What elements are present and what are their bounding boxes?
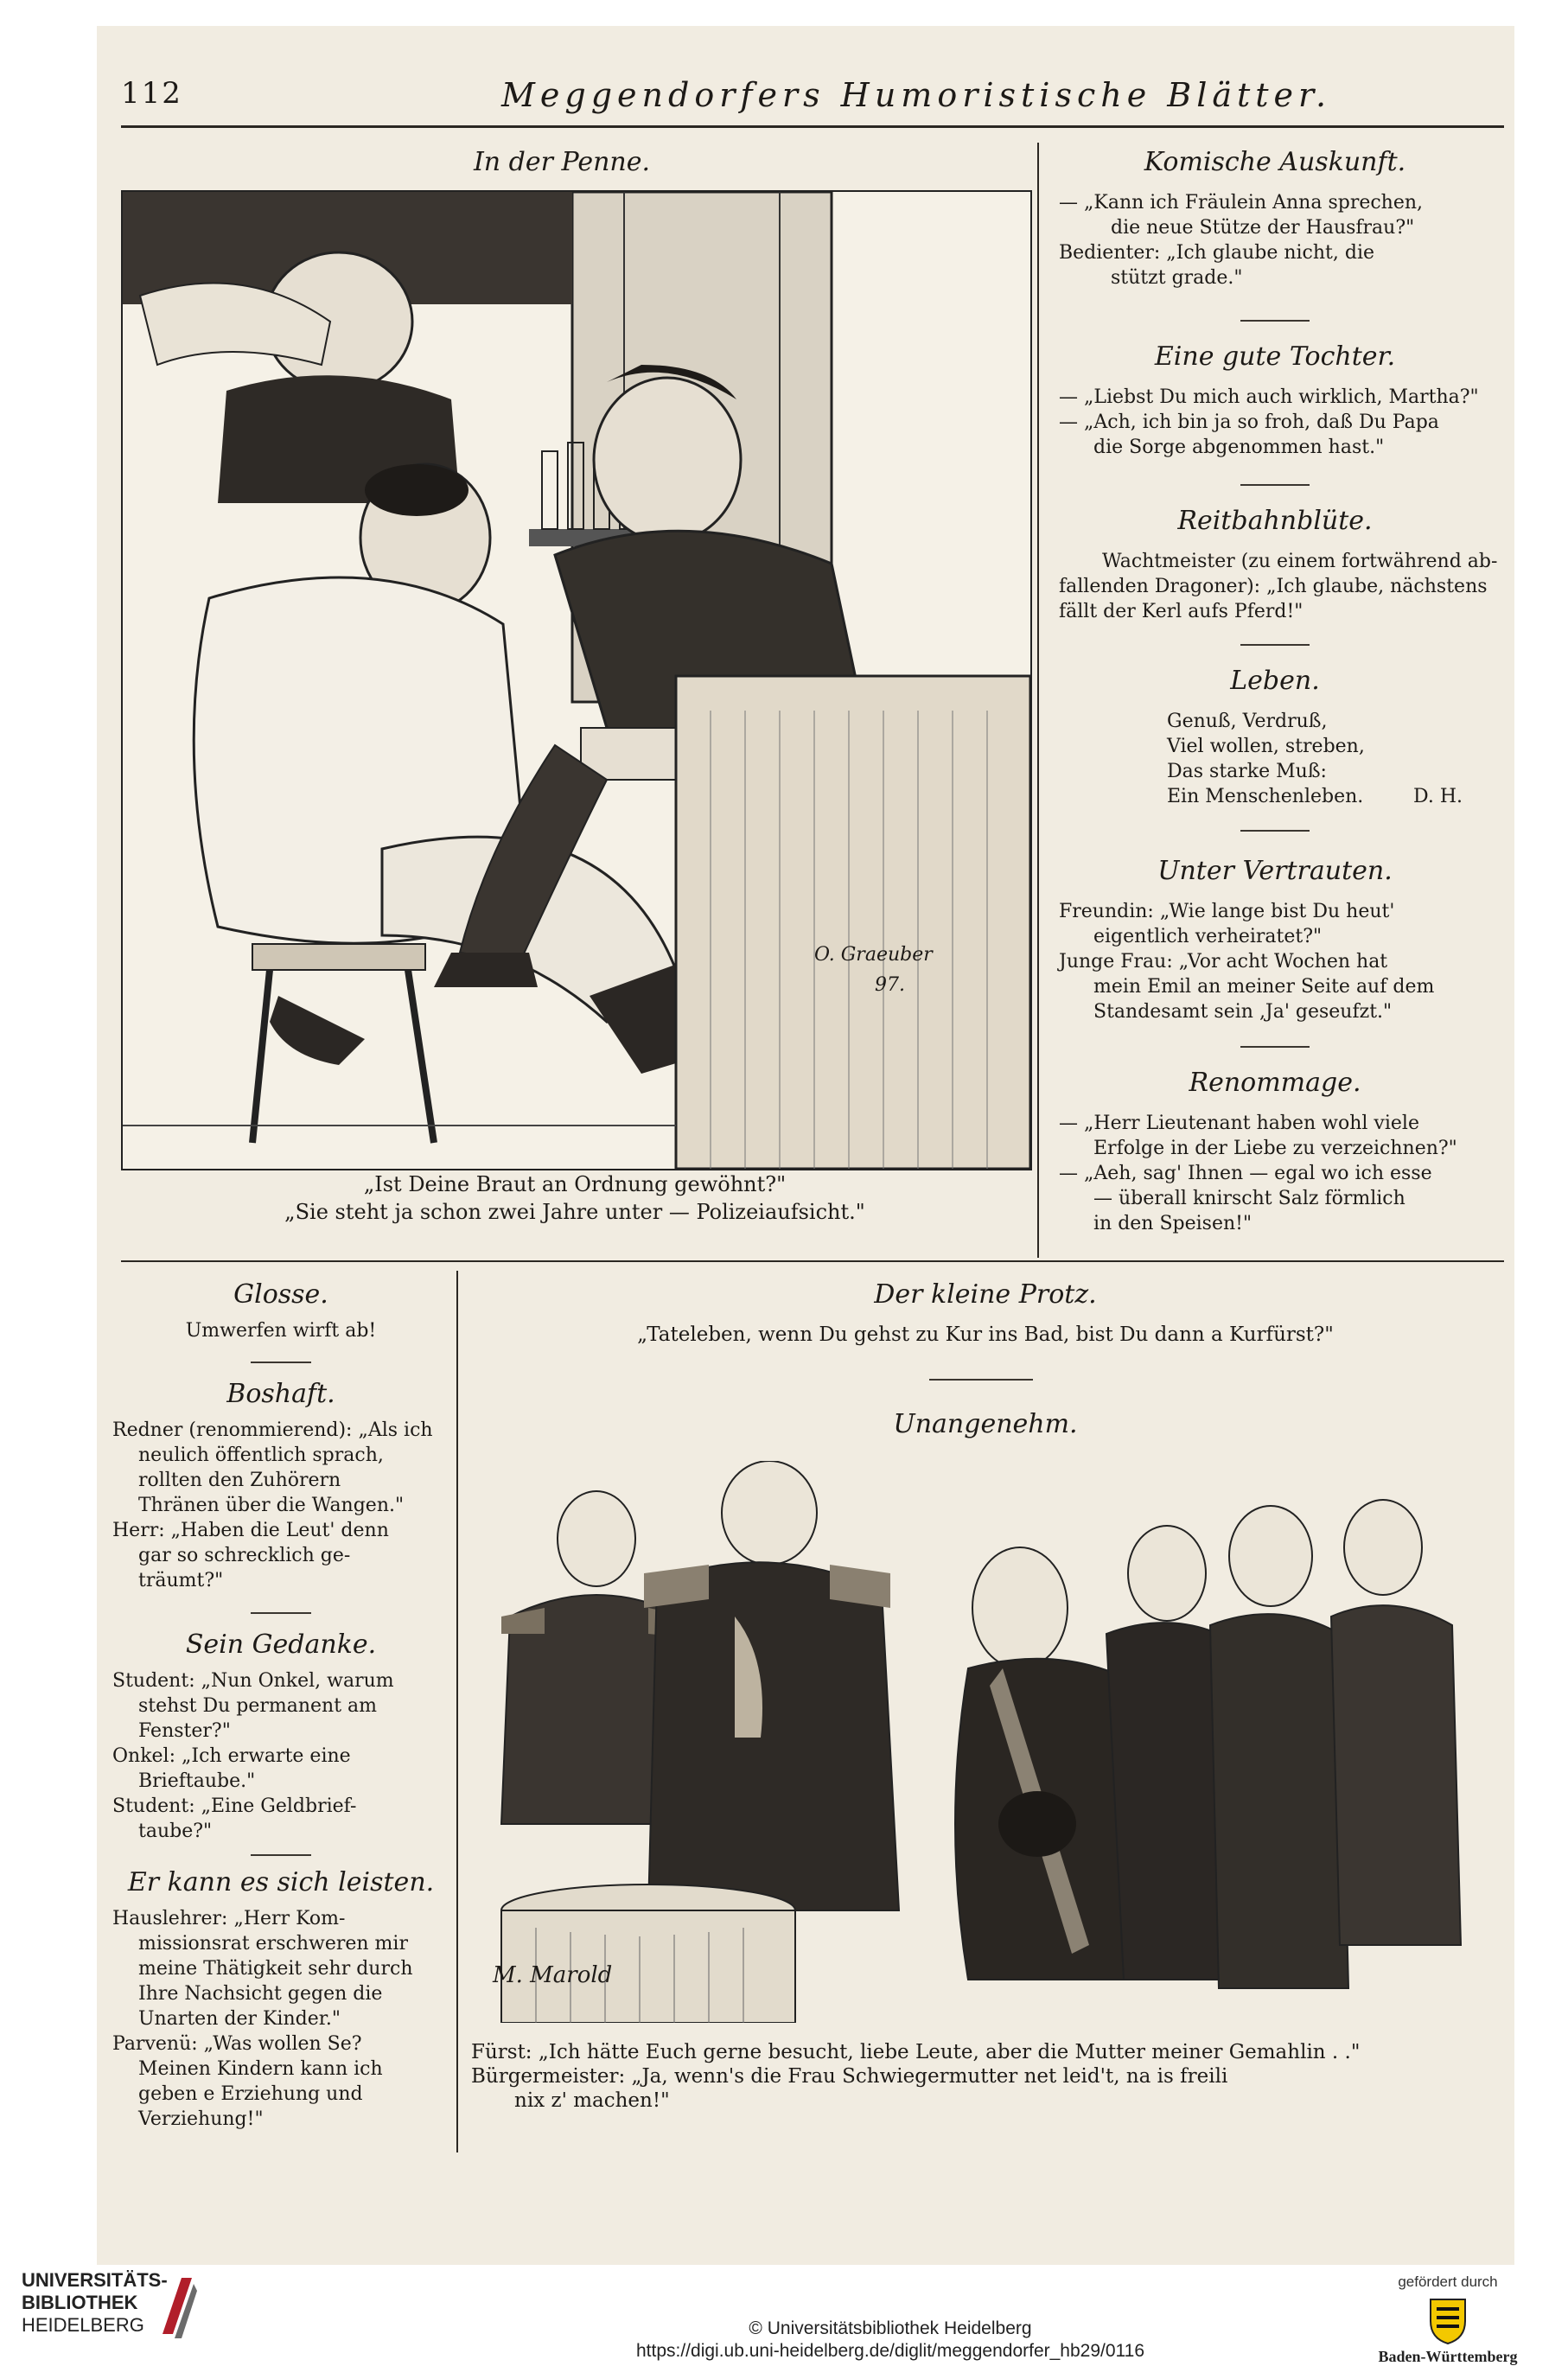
page-number: 112 <box>121 76 182 111</box>
joke-line: Ihre Nachsicht gegen die <box>138 1983 383 2005</box>
poem-author: D. H. <box>1413 786 1463 807</box>
caption-line: Bürgermeister: „Ja, wenn's die Frau Schwiegermutter net leid't, na is freili <box>471 2065 1228 2088</box>
joke-line: gar so schrecklich ge- <box>138 1545 351 1566</box>
joke-line: Umwerfen wirft ab! <box>185 1320 377 1342</box>
joke-title: Unter Vertrauten. <box>1157 856 1393 886</box>
joke-line: Freundin: „Wie lange bist Du heut' <box>1059 901 1395 922</box>
column-divider-top <box>1037 143 1039 1258</box>
joke-text <box>1059 899 1500 1024</box>
joke-line: träumt?" <box>138 1570 224 1591</box>
separator <box>251 1612 311 1614</box>
caption-line: nix z' machen!" <box>514 2089 670 2112</box>
joke-line: missionsrat erschweren mir <box>138 1933 408 1955</box>
joke-line: Brieftaube." <box>138 1770 256 1792</box>
joke-line: in den Speisen!" <box>1093 1213 1252 1234</box>
joke-text <box>112 1906 445 2132</box>
cartoon1-year: 97. <box>875 974 905 996</box>
joke-line: Hauslehrer: „Herr Kom- <box>112 1908 346 1929</box>
separator <box>1240 644 1310 646</box>
joke-title: Renommage. <box>1189 1068 1361 1098</box>
joke-line: Fenster?" <box>138 1720 231 1742</box>
joke-text <box>1059 1111 1500 1236</box>
cartoon2-signature: M. Marold <box>493 1962 613 1988</box>
joke-title: Leben. <box>1230 666 1320 696</box>
joke-line: Erfolge in der Liebe zu verzeichnen?" <box>1093 1138 1457 1159</box>
joke-line: meine Thätigkeit sehr durch <box>138 1958 413 1980</box>
cartoon1-title: In der Penne. <box>473 147 651 177</box>
joke-line: stützt grade." <box>1111 267 1243 289</box>
joke-line: fallenden Dragoner): „Ich glaube, nächstens <box>1059 576 1488 597</box>
joke-line: Verziehung!" <box>138 2108 264 2130</box>
joke-line: — „Aeh, sag' Ihnen — egal wo ich esse <box>1059 1163 1432 1184</box>
cartoon1-drawing <box>123 192 1030 1169</box>
joke-line: — „Ach, ich bin ja so froh, daß Du Papa <box>1059 411 1439 433</box>
library-line: UNIVERSITÄTS- <box>22 2269 168 2291</box>
joke-line: rollten den Zuhörern <box>138 1470 341 1491</box>
joke-line: Junge Frau: „Vor acht Wochen hat <box>1059 951 1388 973</box>
joke-title: Glosse. <box>233 1279 328 1310</box>
poem-line: Genuß, Verdruß, <box>1167 711 1328 732</box>
joke-line: neulich öffentlich sprach, <box>138 1444 384 1466</box>
joke-line: — „Herr Lieutenant haben wohl viele <box>1059 1113 1419 1134</box>
joke-line: stehst Du permanent am <box>138 1695 378 1717</box>
journal-title: Meggendorfers Humoristische Blätter. <box>501 76 1332 114</box>
joke-line: die Sorge abgenommen hast." <box>1093 437 1385 458</box>
joke-line: — „Kann ich Fräulein Anna sprechen, <box>1059 192 1424 214</box>
separator <box>1240 830 1310 832</box>
joke-line: Redner (renommierend): „Als ich <box>112 1419 433 1441</box>
joke-text <box>112 1418 445 1593</box>
joke-title: Boshaft. <box>226 1379 335 1409</box>
joke-line: geben e Erziehung und <box>138 2083 363 2105</box>
unangenehm-caption <box>471 2040 1504 2113</box>
joke-line: Parvenü: „Was wollen Se? <box>112 2033 362 2055</box>
cartoon1-signature: O. Graeuber <box>814 944 933 966</box>
footer-url[interactable]: https://digi.ub.uni-heidelberg.de/diglit/meggendorfer_hb29/0116 <box>635 2341 1145 2361</box>
protz-title: Der kleine Protz. <box>874 1279 1097 1310</box>
joke-title: Reitbahnblüte. <box>1177 506 1373 536</box>
separator <box>1240 1046 1310 1048</box>
joke-line: Unarten der Kinder." <box>138 2008 341 2030</box>
joke-line: Thränen über die Wangen." <box>138 1495 405 1516</box>
joke-line: taube?" <box>138 1821 213 1842</box>
joke-line: Standesamt sein ‚Ja' geseufzt." <box>1093 1001 1393 1023</box>
joke-line: Onkel: „Ich erwarte eine <box>112 1745 351 1767</box>
state-coat-of-arms-icon <box>1426 2295 1469 2345</box>
joke-text <box>1059 549 1500 624</box>
cartoon2-illustration <box>484 1461 1504 2023</box>
joke-title: Komische Auskunft. <box>1144 147 1406 177</box>
joke-line: Herr: „Haben die Leut' denn <box>112 1520 389 1541</box>
joke-title: Sein Gedanke. <box>185 1629 377 1660</box>
poem-line: Viel wollen, streben, <box>1167 736 1365 757</box>
cartoon2-drawing <box>484 1461 1504 2023</box>
cartoon1-caption-line1: „Ist Deine Braut an Ordnung gewöhnt?" <box>363 1172 787 1196</box>
separator <box>251 1854 311 1856</box>
protz-text: „Tateleben, wenn Du gehst zu Kur ins Bad, bist Du dann a Kurfürst?" <box>637 1323 1334 1346</box>
column-divider-bottom <box>456 1271 458 2152</box>
separator <box>251 1362 311 1363</box>
joke-title: Er kann es sich leisten. <box>127 1867 435 1897</box>
joke-line: Student: „Nun Onkel, warum <box>112 1670 394 1692</box>
joke-line: eigentlich verheiratet?" <box>1093 926 1323 947</box>
footer-copyright: © Universitätsbibliothek Heidelberg <box>749 2318 1032 2338</box>
joke-text <box>1059 385 1500 460</box>
state-name: Baden-Württemberg <box>1378 2348 1518 2365</box>
caption-line: Fürst: „Ich hätte Euch gerne besucht, liebe Leute, aber die Mutter meiner Gemahlin . ." <box>471 2041 1361 2063</box>
section-rule <box>121 1260 1504 1262</box>
header-rule <box>121 125 1504 128</box>
library-line: BIBLIOTHEK <box>22 2292 138 2313</box>
joke-text <box>112 1668 445 1844</box>
joke-line: Student: „Eine Geldbrief- <box>112 1795 357 1817</box>
joke-line: mein Emil an meiner Seite auf dem <box>1093 976 1435 998</box>
joke-text <box>1059 190 1500 290</box>
joke-line: die neue Stütze der Hausfrau?" <box>1111 217 1415 239</box>
joke-line: — „Liebst Du mich auch wirklich, Martha?" <box>1059 386 1479 408</box>
joke-title: Eine gute Tochter. <box>1154 341 1396 372</box>
joke-line: Wachtmeister (zu einem fortwährend ab- <box>1102 551 1498 572</box>
poem-line: Das starke Muß: <box>1167 761 1327 782</box>
joke-line: fällt der Kerl aufs Pferd!" <box>1059 601 1303 622</box>
library-emblem-icon <box>156 2274 199 2343</box>
funded-by: gefördert durch <box>1398 2274 1498 2290</box>
unangenehm-title: Unangenehm. <box>893 1409 1078 1439</box>
separator <box>1240 484 1310 486</box>
page-header <box>121 76 1504 128</box>
poem-line: Ein Menschenleben. <box>1167 786 1364 807</box>
library-line: HEIDELBERG <box>22 2314 144 2336</box>
separator <box>929 1379 1033 1381</box>
cartoon1-illustration <box>121 190 1032 1170</box>
joke-line: Meinen Kindern kann ich <box>138 2058 383 2080</box>
cartoon1-caption-line2: „Sie steht ja schon zwei Jahre unter — Polizeiaufsicht." <box>284 1200 865 1224</box>
separator <box>1240 320 1310 322</box>
joke-line: — überall knirscht Salz förmlich <box>1093 1188 1405 1209</box>
poem-text <box>1167 709 1444 809</box>
joke-line: Bedienter: „Ich glaube nicht, die <box>1059 242 1375 264</box>
